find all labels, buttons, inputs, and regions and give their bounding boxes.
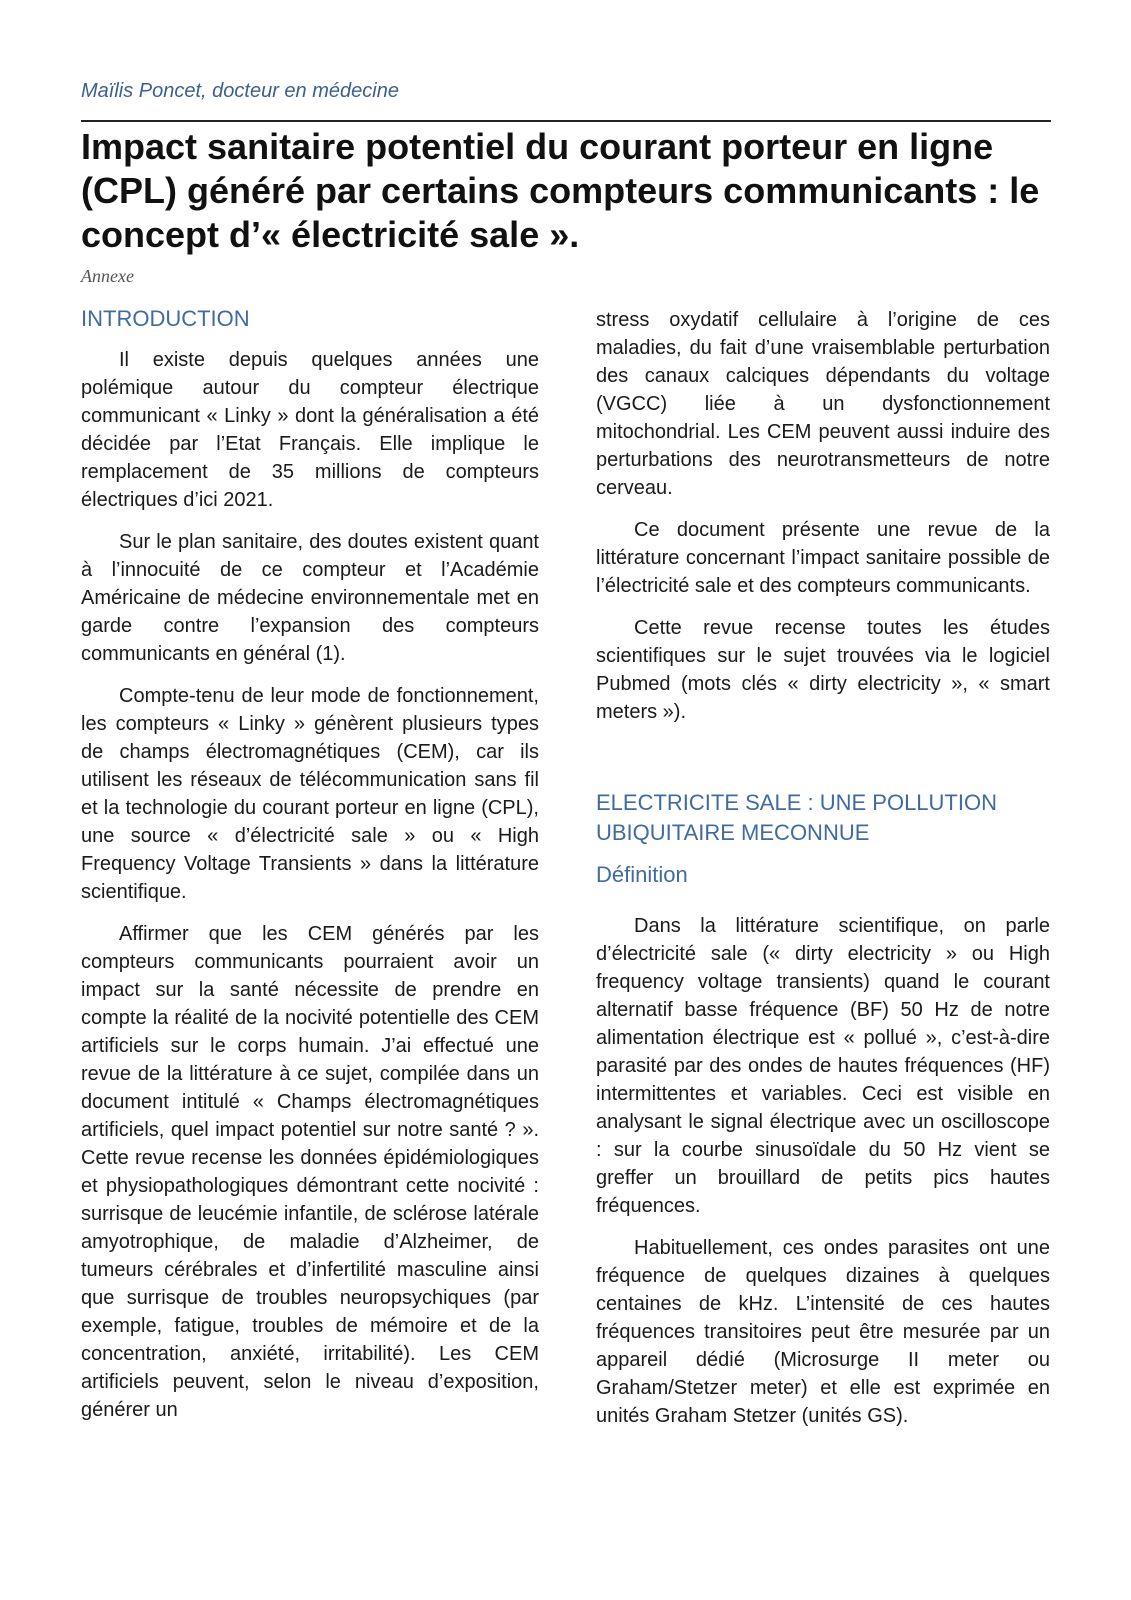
right-column bbox=[596, 306, 1050, 1444]
left-column bbox=[81, 304, 539, 1438]
continued-paragraph: stress oxydatif cellulaire à l’origine de ces maladies, du fait d’une vraisemblable perturbation des canaux calciques dépendants du voltage (VGCC) liée à un dysfonctionnement mitochondrial. Les CEM peuvent aussi induire des perturbations des neurotransmetteurs de notre cerveau. bbox=[596, 309, 1050, 499]
author-line: Maïlis Poncet, docteur en médecine bbox=[81, 80, 399, 102]
page-title: Impact sanitaire potentiel du courant porteur en ligne (CPL) généré par certains compteurs communicants : le concept d’« électricité sale ». bbox=[81, 126, 1040, 255]
intro-paragraph-1: Il existe depuis quelques années une polémique autour du compteur électrique communicant « Linky » dont la généralisation a été décidée par l’Etat Français. Elle implique le remplacement de 35 millions de compteurs électriques d’ici 2021. bbox=[81, 349, 539, 511]
definition-subheading: Définition bbox=[596, 862, 688, 887]
review-paragraph-1: Ce document présente une revue de la littérature concernant l’impact sanitaire possible de l’électricité sale et des compteurs communicants. bbox=[596, 519, 1050, 597]
definition-paragraph-1: Dans la littérature scientifique, on parle d’électricité sale (« dirty electricity » ou High frequency voltage transients) quand le courant alternatif basse fréquence (BF) 50 Hz de notre alimentation électrique est « pollué », c’est-à-dire parasité par des ondes de hautes fréquences (HF) intermittentes et variables. Ceci est visible en analysant le signal électrique avec un oscilloscope : sur la courbe sinusoïdale du 50 Hz vient se greffer un brouillard de petits pics hautes fréquences. bbox=[596, 915, 1050, 1217]
intro-paragraph-3: Compte-tenu de leur mode de fonctionnement, les compteurs « Linky » génèrent plusieurs types de champs électromagnétiques (CEM), car ils utilisent les réseaux de télécommunication sans fil et la technologie du courant porteur en ligne (CPL), une source « d’électricité sale » ou « High Frequency Voltage Transients » dans la littérature scientifique. bbox=[81, 685, 539, 903]
intro-paragraph-2: Sur le plan sanitaire, des doutes existent quant à l’innocuité de ce compteur et l’Académie Américaine de médecine environnementale met en garde contre l’expansion des compteurs communicants en général (1). bbox=[81, 531, 539, 665]
title-rule bbox=[81, 120, 1051, 122]
introduction-heading: INTRODUCTION bbox=[81, 306, 250, 331]
section-spacer bbox=[596, 740, 1050, 788]
annexe-label: Annexe bbox=[81, 266, 134, 286]
definition-paragraph-2: Habituellement, ces ondes parasites ont une fréquence de quelques dizaines à quelques centaines de kHz. L’intensité de ces hautes fréquences transitoires peut être mesurée par un appareil dédié (Microsurge II meter ou Graham/Stetzer meter) et elle est exprimée en unités Graham Stetzer (unités GS). bbox=[596, 1237, 1050, 1427]
section-heading-electricite-sale: ELECTRICITE SALE : UNE POLLUTION UBIQUITAIRE MECONNUE bbox=[596, 790, 997, 845]
review-paragraph-2: Cette revue recense toutes les études scientifiques sur le sujet trouvées via le logiciel Pubmed (mots clés « dirty electricity », « smart meters »). bbox=[596, 617, 1050, 723]
intro-paragraph-4: Affirmer que les CEM générés par les compteurs communicants pourraient avoir un impact sur la santé nécessite de prendre en compte la réalité de la nocivité potentielle des CEM artificiels sur le corps humain. J’ai effectué une revue de la littérature à ce sujet, compilée dans un document intitulé « Champs électromagnétiques artificiels, quel impact potentiel sur notre santé ? ». Cette revue recense les données épidémiologiques et physiopathologiques démontrant cette nocivité : surrisque de leucémie infantile, de sclérose latérale amyotrophique, de maladie d’Alzheimer, de tumeurs cérébrales et d’infertilité masculine ainsi que surrisque de troubles neuropsychiques (par exemple, fatigue, troubles de mémoire et de la concentration, anxiété, irritabilité). Les CEM artificiels peuvent, selon le niveau d’exposition, générer un bbox=[81, 923, 539, 1421]
